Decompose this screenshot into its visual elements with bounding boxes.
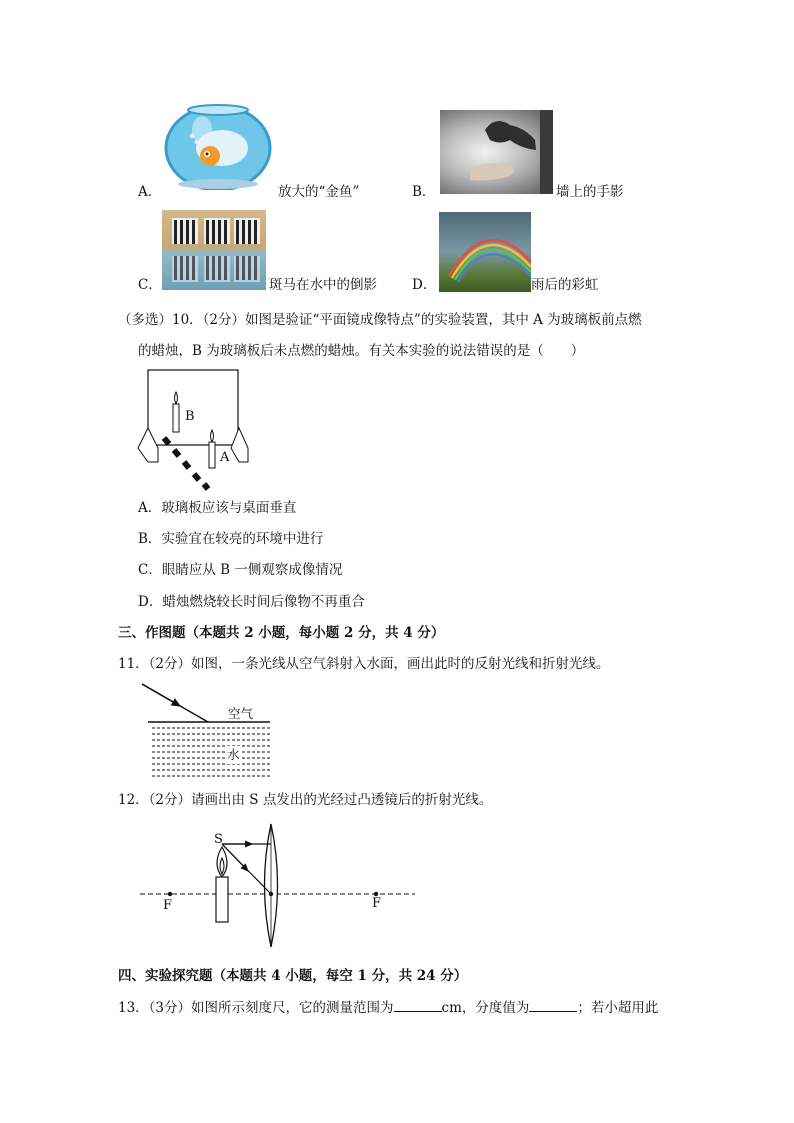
- fishbowl-illustration: [162, 98, 274, 190]
- q13-text-part2: cm，分度值为: [441, 1000, 530, 1016]
- q12-text: 12．（2分）请画出由 S 点发出的光经过凸透镜后的折射光线。: [118, 792, 493, 808]
- option-b-caption: 墙上的手影: [556, 184, 624, 200]
- section-3-heading: 三、作图题（本题共 2 小题，每小题 2 分，共 4 分）: [118, 625, 445, 641]
- label-candle-b: B: [185, 409, 195, 424]
- q13-text-part3: ；若小超用此: [577, 1000, 659, 1016]
- hand-shadow-illustration: [440, 110, 553, 194]
- q11-text: 11．（2分）如图，一条光线从空气斜射入水面，画出此时的反射光线和折射光线。: [118, 656, 610, 672]
- option-c-caption: 斑马在水中的倒影: [269, 277, 377, 293]
- label-s-point: S: [214, 832, 223, 847]
- hand-shadow-image: [440, 110, 553, 194]
- goldfish-bowl-image: [162, 98, 274, 190]
- option-d-letter: D．: [412, 277, 437, 293]
- convex-lens-diagram: [140, 822, 420, 947]
- option-d-caption: 雨后的彩虹: [531, 277, 599, 293]
- section-4-heading: 四、实验探究题（本题共 4 小题，每空 1 分，共 24 分）: [118, 968, 468, 984]
- option-c-letter: C．: [138, 277, 162, 293]
- q10-option-c: C．眼睛应从 B 一侧观察成像情况: [138, 562, 343, 578]
- rainbow-image: [439, 212, 531, 292]
- plane-mirror-apparatus-diagram: [136, 366, 256, 491]
- q13-text: [118, 998, 658, 1017]
- light-ray-water-diagram: [140, 682, 270, 782]
- q13-text-part1: 13．（3分）如图所示刻度尺，它的测量范围为: [118, 1000, 394, 1016]
- option-b-letter: B．: [412, 184, 436, 200]
- label-focus-left: F: [163, 898, 173, 913]
- option-a-letter: A．: [138, 184, 162, 200]
- rainbow-illustration: [439, 212, 531, 292]
- q10-option-d: D．蜡烛燃烧较长时间后像物不再重合: [138, 594, 365, 610]
- option-a-caption: 放大的“金鱼”: [278, 184, 360, 200]
- label-candle-a: A: [220, 450, 230, 465]
- q10-text-line1: （多选）10．（2分）如图是验证“平面镜成像特点”的实验装置，其中 A 为玻璃板前点燃: [118, 312, 642, 328]
- q10-option-a: A．玻璃板应该与桌面垂直: [138, 500, 297, 516]
- q13-range-blank[interactable]: [394, 998, 442, 1012]
- q13-division-blank[interactable]: [529, 998, 577, 1012]
- label-water: 水: [227, 747, 240, 762]
- label-focus-right: F: [372, 896, 382, 911]
- zebra-illustration: [162, 210, 266, 290]
- zebra-reflection-image: [162, 210, 266, 290]
- q10-option-b: B．实验宜在较亮的环境中进行: [138, 531, 324, 547]
- label-air: 空气: [228, 706, 254, 721]
- q10-text-line2: 的蜡烛，B 为玻璃板后未点燃的蜡烛。有关本实验的说法错误的是（ ）: [138, 343, 585, 359]
